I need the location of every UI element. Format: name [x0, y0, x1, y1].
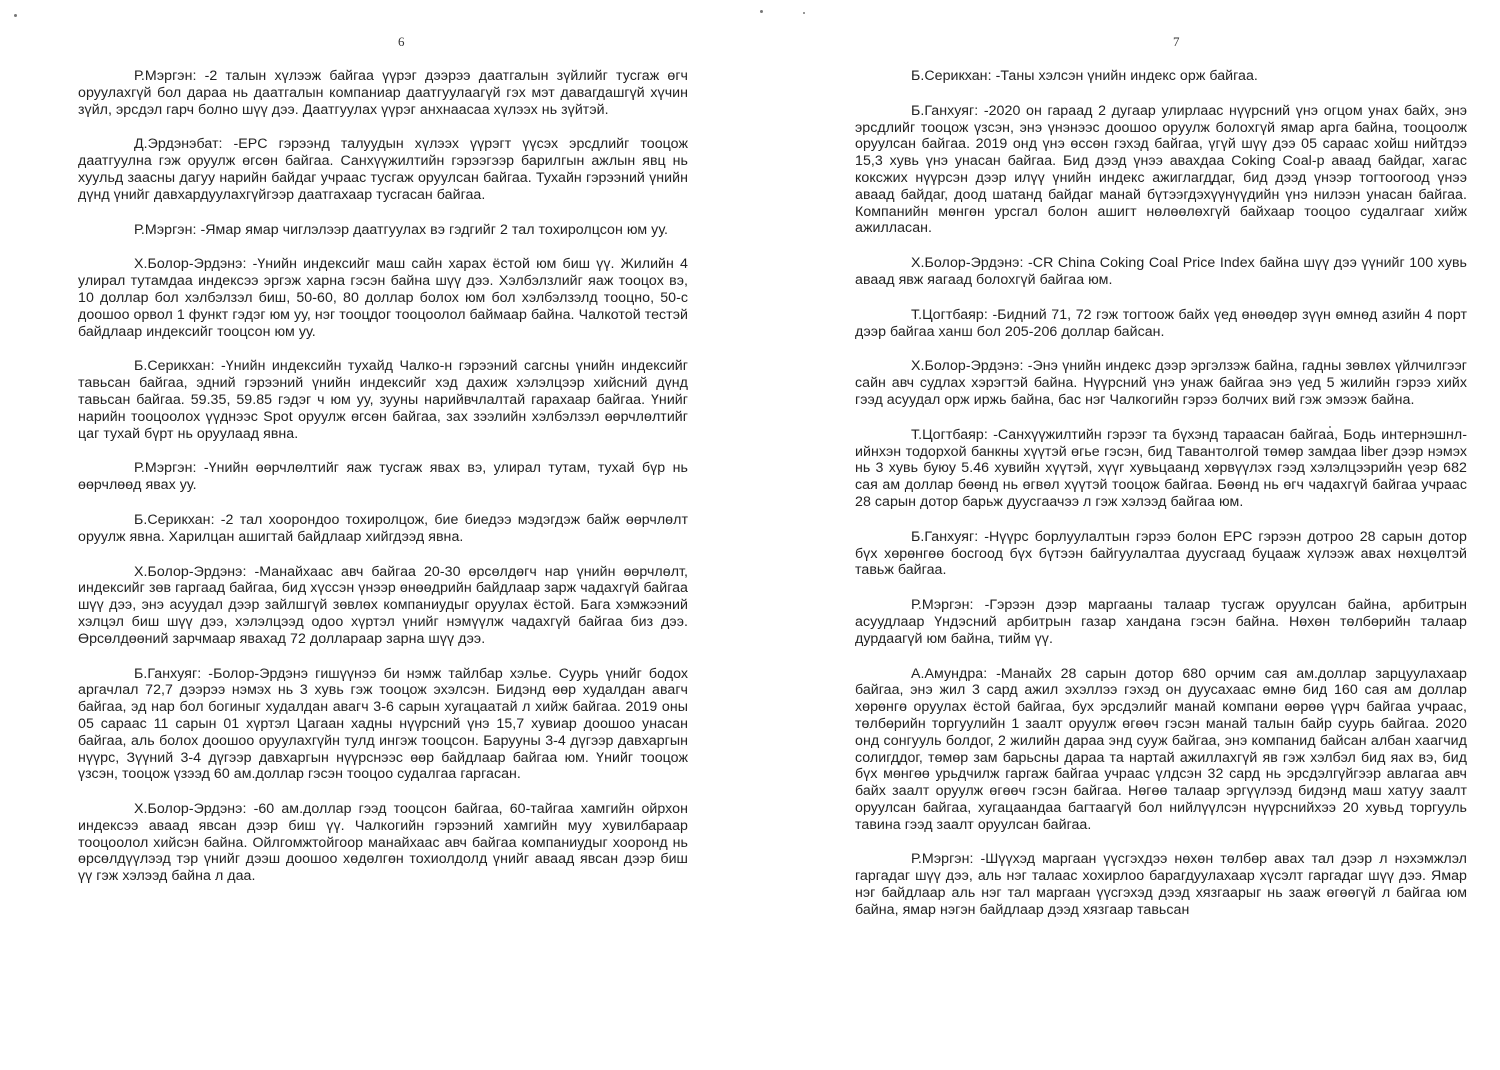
speaker-name: Р.Мэргэн:: [911, 851, 974, 868]
paragraph: [855, 358, 1467, 408]
paragraph: [855, 103, 1467, 237]
right-text-column: [855, 68, 1467, 937]
speaker-name: Х.Болор-Эрдэнэ:: [134, 563, 247, 580]
paragraph-text: -Бидний 71, 72 гэж тогтоож байх үед өнөөдөр зүүн өмнөд азийн 4 порт дээр байгаа ханш бол 205-206 доллар байсан.: [855, 306, 1468, 340]
speaker-name: Б.Серикхан:: [134, 358, 215, 375]
paragraph-text: -Болор-Эрдэнэ гишүүнээ би нэмж тайлбар хэлье. Суурь үнийг бодох аргачлал 72,7 дээрээ нэмэх нь 3 хувь гэж тооцож эхэлсэн. Бидэнд өөр худалдан авагч байгаа, эд нар бол богиныг худалдан авагч 3-6 сарын хугацаатай л хийж байгаа. 2019 оны 05 сараас 11 сарын 01 хүртэл Цагаан хадны нүүрсний үнэ 15,7 хувиар доошоо унасан байгаа, аль болох доошоо оруулахгүйн тулд ингэж тооцсон. Барууны 3-4 дүгээр давхаргын нүүрс, Зүүний 3-4 дүгээр давхаргын нүүрснээс өөр байдлаар байгаа юм. Үнийг тооцож үзсэн, тооцож үзээд 60 ам.доллар гэсэн тооцоо судалгаа гаргасан.: [78, 665, 688, 783]
paragraph: [78, 256, 688, 340]
speaker-name: А.Амундра:: [911, 665, 988, 682]
paragraph-text: -Үнийн өөрчлөлтийг яаж тусгаж явах вэ, улирал тутам, тухай бүр нь өөрчлөөд явах уу.: [78, 460, 688, 494]
speaker-name: Б.Ганхуяг:: [134, 665, 202, 682]
page-right: [750, 0, 1500, 1070]
page-number: 6: [398, 34, 405, 49]
paragraph: [78, 68, 688, 118]
paragraph-text: -60 ам.доллар гээд тооцсон байгаа, 60-тайгаа хамгийн ойрхон индексээ аваад явсан дээр биш үү. Чалкогийн гэрээний хамгийн муу хувилбараар тооцоолол хийсэн байна. Ойлгомжтойгоор манайхаас авч байгаа компаниудыг хооронд нь өрсөлдүүлээд тэр үнийг дээш доошоо хөдөлгөн тохиолдолд үнийг аваад явсан дээр биш үү гэж хэлээд байна л даа.: [78, 801, 688, 885]
speaker-name: Т.Цогтбаяр:: [911, 306, 988, 323]
page-number: 7: [1173, 34, 1180, 49]
speaker-name: Б.Серикхан:: [911, 68, 992, 84]
paragraph: [855, 597, 1467, 647]
speaker-name: Х.Болор-Эрдэнэ:: [134, 256, 247, 273]
paragraph: [78, 460, 688, 494]
paragraph-text: -Санхүүжилтийн гэрээг та бүхэнд тараасан байгаа, Бодь интернэшнл-ийнхэн тодорхой банкны хүүтэй өгье гэсэн, бид Тавантолгой төмөр замдаа liber дээр нэмэх нь 3 хувь буюу 5.46 хувийн хүүтэй, хүүг хувьцаанд хөрвүүлэх гээд хэлэлцээрийн үеэр 682 сая ам доллар бөөнд нь өгвөл хүүтэй тооцож байгаа. Бөөнд нь өгч чадахгүй байгаа учраас 28 сарын дотор барьж дуусгаачээ л гэж хэлээд байгаа юм.: [855, 426, 1467, 510]
speaker-name: Х.Болор-Эрдэнэ:: [911, 358, 1024, 375]
paragraph: [855, 666, 1467, 834]
paragraph-text: -2020 он гараад 2 дугаар улирлаас нүүрсний үнэ огцом унах байх, энэ эрсдлийг тооцож үзсэн, энэ үнэнээс доошоо оруулж болохгүй ямар арга байна, тооцоолж оруулсан байгаа. 2019 онд үнэ өссөн гэхэд байгаа, үгүй шүү дээ 05 сараас хойш нийтдээ 15,3 хувь үнэ унасан байгаа. Бид дээд үнээ авахдаа Coking Coal-р аваад байдаг, хагас коксжих нүүрсэн дээр илүү үнийн индекс ажиглагддаг, бид дээд үнээр тогтоогоод үнээ аваад байдаг, доод шатанд байдаг манай бүтээгдэхүүнүүдийн үнэ нилээн унасан байгаа. Компанийн мөнгөн урсгал болон ашигт нөлөөлөхгүй байхаар тооцоо судалгааг хийж ажилласан.: [855, 102, 1467, 237]
paragraph: [78, 564, 688, 648]
speaker-name: Р.Мэргэн:: [134, 221, 197, 238]
paragraph-text: -Энэ үнийн индекс дээр эргэлзэж байна, гадны зөвлөх үйлчилгээг сайн авч судлах хэрэгтэй байна. Нүүрсний үнэ унаж байгаа энэ үед 5 жилийн гэрээ хийх гээд асуудал орж иржь байна, бас нэг Чалкогийн гэрээ болчих вий гэж эмээж байна.: [855, 358, 1467, 408]
speaker-name: Р.Мэргэн:: [134, 68, 197, 84]
paragraph-text: -Ямар ямар чиглэлээр даатгуулах вэ гэдгийг 2 тал тохиролцсон юм уу.: [200, 221, 669, 238]
paragraph-text: -2 тал хоорондоо тохиролцож, бие биедээ мэдэгдэж байж өөрчлөлт оруулж явна. Харилцан ашигтай байдлаар хийгдээд явна.: [78, 511, 688, 545]
paragraph: [855, 851, 1467, 918]
paragraph-text: -Үнийн индексийг маш сайн харах ёстой юм биш үү. Жилийн 4 улирал тутамдаа индексээ эргэж харна гэсэн байна шүү дээ. Хэлбэлзлийг яаж тооцох вэ, 10 доллар бол хэлбэлзэл биш, 50-60, 80 доллар болох юм бол хэлбэлзэлд тооцно, 50-с доошоо орвол 1 функт гэдэг юм уу, нэг тооцдог тооцоолол баймаар байна. Чалкотой тестэй байдлаар индексийг тооцсон юм уу.: [78, 256, 688, 340]
paragraph-text: -Гэрээн дээр маргааны талаар тусгаж оруулсан байна, арбитрын асуудлаар Үндэсний арбитрын газар хандана гэсэн байна. Нөхөн төлбөрийн талаар дурдаагүй юм байна, тийм үү.: [855, 597, 1467, 647]
paragraph: [78, 512, 688, 546]
paragraph-text: -EPC гэрээнд талуудын хүлээх үүрэгт үүсэх эрсдлийг тооцож даатгуулна гэж оруулж өгсөн байгаа. Санхүүжилтийн гэрээгээр барилгын ажлын явц нь хуульд заасны дагуу нарийн байдаг учраас тусгаж оруулсан байгаа. Тухайн гэрээний үнийн дүнд үнийг давхардуулахгүйгээр даатгахаар тусгасан байгаа.: [78, 136, 688, 203]
paragraph-text: -CR China Coking Coal Price Index байна шүү дээ үүнийг 100 хувь аваад явж яагаад болохгүй байгаа юм.: [855, 255, 1468, 288]
paragraph-text: -Үнийн индексийн тухайд Чалко-н гэрээний сагсны үнийн индексийг тавьсан байгаа, эдний гэрээний үнийн индексийг хэд дахиж хэлэлцээр хийсний дүнд тавьсан байгаа. 59.35, 59.85 гэдэг ч юм уу, зууны нарийвчлалтай гарахаар байгаа. Үнийг нарийн тооцоолох үүднээс Spot оруулж өгсөн байгаа, зах зээлийн хэлбэлзэл өөрчлөлтийг цаг тухай бүрт нь оруулаад явна.: [78, 358, 688, 442]
speaker-name: Б.Ганхуяг:: [911, 102, 979, 119]
paragraph: [78, 222, 688, 239]
paragraph: [855, 529, 1467, 579]
speaker-name: Б.Ганхуяг:: [911, 528, 979, 545]
paragraph: [855, 427, 1467, 511]
paragraph: [855, 255, 1467, 289]
paragraph: [78, 136, 688, 203]
speaker-name: Х.Болор-Эрдэнэ:: [911, 255, 1024, 272]
paragraph: [78, 801, 688, 885]
paragraph: [855, 68, 1467, 85]
paragraph-text: -2 талын хүлээж байгаа үүрэг дээрээ даатгалын зүйлийг тусгаж өгч оруулахгүй бол дараа нь даатгалын компаниар даатгуулаагүй гэх мэт давагдашгүй хүчин зүйл, эрсдэл гарч болно шүү дээ. Даатгуулах үүрэг анхнаасаа хүлээх нь зүйтэй.: [78, 68, 688, 118]
speaker-name: Б.Серикхан:: [134, 511, 215, 528]
paragraph-text: -Манайхаас авч байгаа 20-30 өрсөлдөгч нар үнийн өөрчлөлт, индексийг зөв гаргаад байгаа, бид хүссэн үнээр өнөөдрийн байдлаар зарж чадахгүй байгаа шүү дээ, энэ асуудал дээр зайлшгүй зөвлөх компаниудыг оруулах ёстой. Бага хэмжээний хэлцэл биш шүү дээ, хэлэлцээд одоо хүртэл үнийг нэмүүлж чадахгүй байгаа биз дээ. Өрсөлдөөний зарчмаар явахад 72 доллараар зарна шүү дээ.: [78, 563, 688, 647]
paragraph-text: -Нүүрс борлуулалтын гэрээ болон EPC гэрээн дотроо 28 сарын дотор бүх хөрөнгөө босгоод бүх бүтээн байгуулалтаа дуусгаад буцааж хүлээж авах нөхцөлтэй тавьж байгаа.: [855, 528, 1468, 579]
speaker-name: Р.Мэргэн:: [911, 597, 974, 614]
speaker-name: Х.Болор-Эрдэнэ:: [134, 801, 247, 818]
speaker-name: Т.Цогтбаяр:: [911, 426, 988, 443]
paragraph: [78, 358, 688, 442]
speaker-name: Д.Эрдэнэбат:: [134, 136, 223, 153]
paragraph-text: -Таны хэлсэн үнийн индекс орж байгаа.: [995, 68, 1258, 84]
paragraph: [855, 307, 1467, 341]
paragraph-text: -Манайх 28 сарын дотор 680 орчим сая ам.доллар зарцуулахаар байгаа, энэ жил 3 сард ажил эхэллээ гэхэд он дуусахаас өмнө бид 160 сая ам доллар хөрөнгө оруулах ёстой байгаа, бух эрсдэлийг манай компани өөрөө үүрч байгаа учраас, төлбөрийн торгуулийн 1 заалт оруулж өгөөч гэсэн манай талын байр суурь байгаа. 2020 онд сонгууль болдог, 2 жилийн дараа энд сууж байгаа, энэ компанид байсан албан хаагчид солигддог, төмөр зам барьсны дараа та нартай ажиллахгүй яв гэж хэлбэл бид яах вэ, бид бүх мөнгөө урьдчилж гаргаж байгаа учраас үлдсэн 32 сард нь эрсдэлгүйгээр авлагаа авч байх заалт оруулж өгөөч гэсэн байгаа. Нөгөө талаар эргүүлээд бидэнд маш хатуу заалт оруулсан байгаа, хугацаандаа багтаагүй бол нийлүүлсэн нүүрснийхээ 20 хувьд торгууль тавина гээд заалт оруулсан байгаа.: [855, 665, 1468, 833]
paragraph-text: -Шүүхэд маргаан үүсгэхдээ нөхөн төлбөр авах тал дээр л нэхэмжлэл гаргадаг шүү дээ, аль нэг талаас хохирлоо барагдуулахаар хүсэлт гаргадаг шүү дээ. Ямар нэг байдлаар аль нэг тал маргаан үүсгэхэд дээд хязгаарыг нь зааж өгөөгүй л байгаа юм байна, ямар нэгэн байдлаар дээд хязгаар тавьсан: [855, 851, 1467, 918]
left-text-column: [78, 68, 688, 903]
speaker-name: Р.Мэргэн:: [134, 460, 197, 477]
paragraph: [78, 666, 688, 784]
